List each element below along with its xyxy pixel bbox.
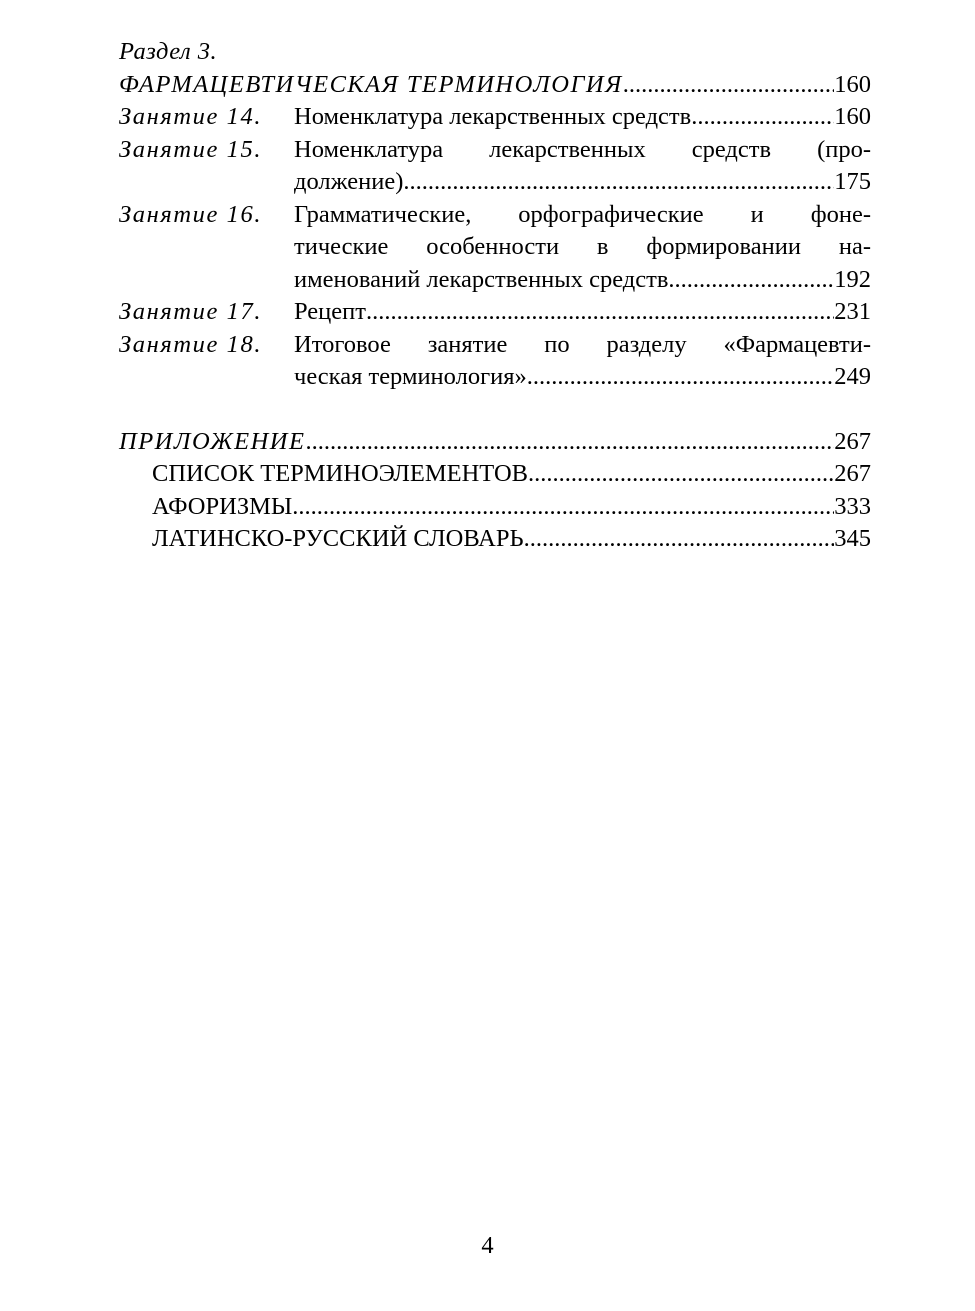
appendix-item xyxy=(119,491,871,524)
leader-dots xyxy=(527,361,835,394)
lesson-title: ческая терминология» xyxy=(294,363,527,390)
lesson-entry-18 xyxy=(119,329,871,394)
lesson-entry-17 xyxy=(119,296,871,329)
appendix-item xyxy=(119,523,871,556)
lesson-label: Занятие 16. xyxy=(119,200,263,228)
lesson-entry-15 xyxy=(119,134,871,199)
lesson-title: именований лекарственных средств xyxy=(294,265,669,293)
page-number: 4 xyxy=(481,1232,494,1259)
section-entry xyxy=(119,69,871,102)
leader-dots xyxy=(668,264,834,297)
section-page: 160 xyxy=(834,70,871,98)
leader-dots xyxy=(305,426,834,459)
section-title: ФАРМАЦЕВТИЧЕСКАЯ ТЕРМИНОЛОГИЯ xyxy=(119,70,623,98)
lesson-label: Занятие 18. xyxy=(119,330,263,358)
lesson-label: Занятие 14. xyxy=(119,103,263,130)
appendix-item-page: 333 xyxy=(834,492,871,520)
appendix-item-title: АФОРИЗМЫ xyxy=(152,492,293,520)
lesson-last-line xyxy=(294,166,871,199)
appendix-item-page: 345 xyxy=(834,525,871,552)
lesson-page: 192 xyxy=(834,265,871,293)
appendix-item-page: 267 xyxy=(834,460,871,487)
leader-dots xyxy=(292,491,834,524)
appendix-item-title: СПИСОК ТЕРМИНОЭЛЕМЕНТОВ xyxy=(152,460,528,487)
leader-dots xyxy=(528,458,834,491)
lesson-body xyxy=(294,329,871,394)
lesson-title-line: Грамматические, орфографические и фоне- xyxy=(294,200,871,228)
lesson-body xyxy=(294,296,871,329)
lesson-last-line xyxy=(294,296,871,329)
lesson-body xyxy=(294,134,871,199)
lesson-page: 160 xyxy=(834,103,871,130)
appendix-page: 267 xyxy=(834,427,871,455)
spacer xyxy=(119,394,871,426)
lesson-title-line: Итоговое занятие по разделу «Фармацевти- xyxy=(294,330,871,358)
section-caption: Раздел 3. xyxy=(119,38,218,65)
appendix-item-title: ЛАТИНСКО-РУССКИЙ СЛОВАРЬ xyxy=(152,525,524,552)
lesson-last-line xyxy=(294,101,871,134)
table-of-contents xyxy=(119,36,871,556)
lesson-title: Рецепт xyxy=(294,298,366,325)
appendix-title: ПРИЛОЖЕНИЕ xyxy=(119,427,306,455)
lesson-title: Номенклатура лекарственных средств xyxy=(294,103,692,130)
lesson-title-line: тические особенности в формировании на- xyxy=(294,233,871,260)
lesson-last-line xyxy=(294,361,871,394)
lesson-last-line xyxy=(294,264,871,297)
leader-dots xyxy=(403,166,834,199)
leader-dots xyxy=(691,101,834,134)
appendix-item xyxy=(119,458,871,491)
lesson-title: должение) xyxy=(294,168,404,195)
leader-dots xyxy=(524,523,835,556)
leader-dots xyxy=(623,69,835,102)
lesson-page: 249 xyxy=(834,363,871,390)
leader-dots xyxy=(366,296,834,329)
lesson-entry-14 xyxy=(119,101,871,134)
appendix-entry xyxy=(119,426,871,459)
lesson-page: 231 xyxy=(834,298,871,325)
lesson-label: Занятие 15. xyxy=(119,135,263,163)
lesson-body xyxy=(294,101,871,134)
lesson-label: Занятие 17. xyxy=(119,298,263,325)
lesson-body xyxy=(294,199,871,297)
lesson-page: 175 xyxy=(834,168,871,195)
lesson-entry-16 xyxy=(119,199,871,297)
lesson-title-line: Номенклатура лекарственных средств (про- xyxy=(294,135,871,163)
